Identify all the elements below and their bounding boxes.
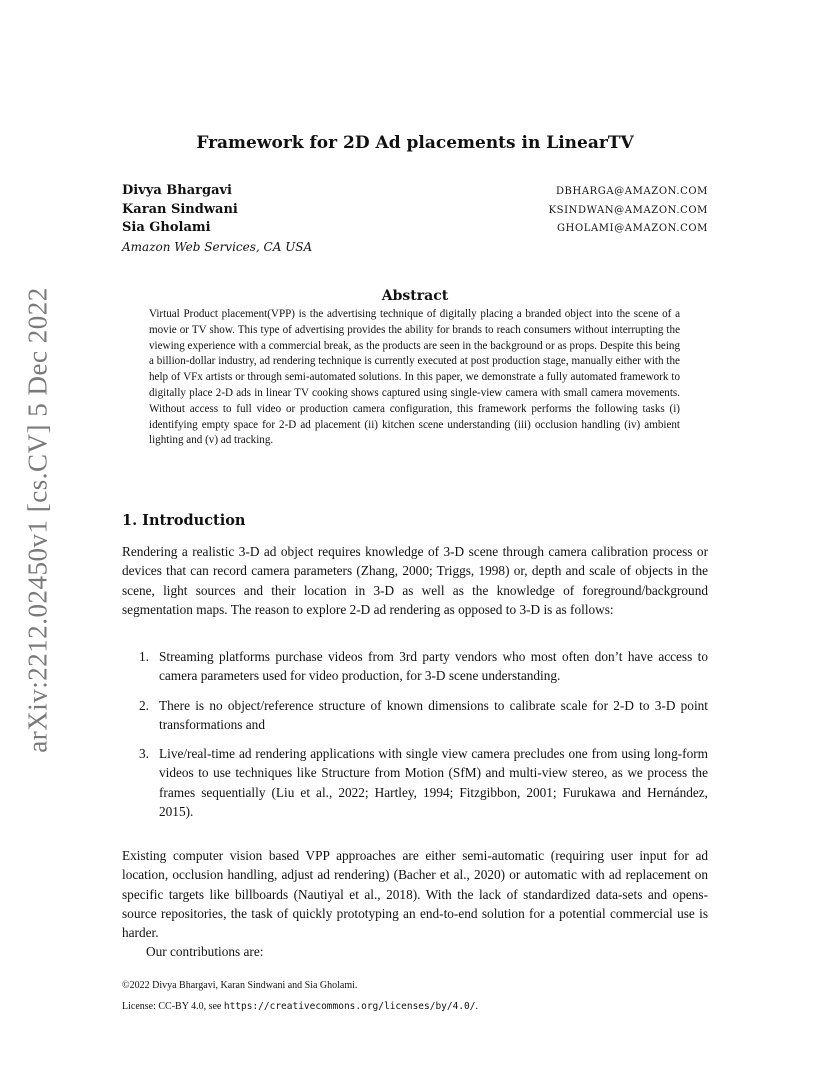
abstract-heading: Abstract (381, 288, 449, 304)
affiliation: Amazon Web Services, CA USA (122, 239, 313, 254)
abstract-text: Virtual Product placement(VPP) is the advertising technique of digitally placing a branded object into the scene of a movie or TV show. This type of advertising provides the ability for brands to reach consumers without interrupting the viewing experience with a commercial break, as the products are seen in the background or as props. Despite this being a billion-dollar industry, ad rendering technique is currently executed at post production stage, manually either with the help of VFx artists or through semi-automated solutions. In this paper, we demonstrate a fully automated framework to digitally place 2-D ads in linear TV cooking shows captured using single-view camera with small camera movements. Without access to full video or production camera configuration, this framework performs the following tasks (i) identifying empty space for 2-D ad placement (ii) kitchen scene understanding (iii) occlusion handling (iv) ambient lighting and (v) ad tracking. (149, 308, 680, 447)
arxiv-identifier: arXiv:2212.02450v1 [cs.CV] 5 Dec 2022 (22, 287, 53, 753)
author-name: Sia Gholami (122, 220, 211, 235)
author-row (122, 183, 708, 202)
list-item-text: Live/real-time ad rendering applications with single view camera precludes one from using long-form videos to use techniques like Structure from Motion (SfM) and multi-view stereo, as we process the frames sequentially (Liu et al., 2022; Hartley, 1994; Fitzgibbon, 2001; Furukawa and Hernández, 2015). (159, 746, 708, 820)
license-footnote (122, 1001, 708, 1012)
list-item (122, 744, 708, 821)
author-name: Divya Bhargavi (122, 183, 232, 198)
reasons-list (122, 647, 708, 831)
list-item-number: 1. (139, 649, 149, 664)
author-email[interactable]: GHOLAMI@AMAZON.COM (557, 223, 708, 234)
author-row (122, 220, 708, 239)
list-item-text: There is no object/reference structure of known dimensions to calibrate scale for 2-D to 3-D point transformations and (159, 697, 708, 732)
list-item-text: Streaming platforms purchase videos from 3rd party vendors who most often don’t have access to camera parameters used for video production, for 3-D scene understanding. (159, 649, 708, 684)
list-item (122, 696, 708, 735)
list-item-number: 2. (139, 697, 149, 713)
list-item (122, 647, 708, 686)
license-suffix: . (475, 1001, 479, 1012)
intro-paragraph-2: Existing computer vision based VPP approaches are either semi-automatic (requiring user input for ad location, occlusion handling, adjust ad rendering) (Bacher et al., 2020) or automatic with ad replacement on specific targets like billboards (Nautiyal et al., 2018). With the lack of standardized data-sets and opens-source repositories, the task of quickly prototyping an end-to-end solution for a potential commercial use is harder. (122, 848, 708, 941)
author-email[interactable]: KSINDWAN@AMAZON.COM (548, 204, 708, 216)
author-row (122, 202, 708, 221)
intro-paragraph-3: Our contributions are: (146, 944, 264, 959)
copyright-footnote: ©2022 Divya Bhargavi, Karan Sindwani and Sia Gholami. (122, 980, 358, 991)
license-prefix: License: CC-BY 4.0, see (122, 1001, 224, 1012)
paper-title: Framework for 2D Ad placements in LinearTV (196, 133, 634, 153)
section-heading-introduction: 1. Introduction (122, 512, 246, 529)
list-item-number: 3. (139, 746, 149, 762)
author-email[interactable]: DBHARGA@AMAZON.COM (555, 186, 708, 197)
author-block (122, 183, 708, 254)
intro-paragraph-1: Rendering a realistic 3-D ad object requires knowledge of 3-D scene through camera calibration process or devices that can record camera parameters (Zhang, 2000; Triggs, 1998) or, depth and scale of objects in the scene, light sources and their location in 3-D as well as the knowledge of foreground/background segmentation maps. The reason to explore 2-D ad rendering as opposed to 3-D is as follows: (122, 544, 708, 617)
license-link[interactable]: https://creativecommons.org/licenses/by/4.0/ (223, 1001, 476, 1012)
author-name: Karan Sindwani (122, 201, 238, 217)
